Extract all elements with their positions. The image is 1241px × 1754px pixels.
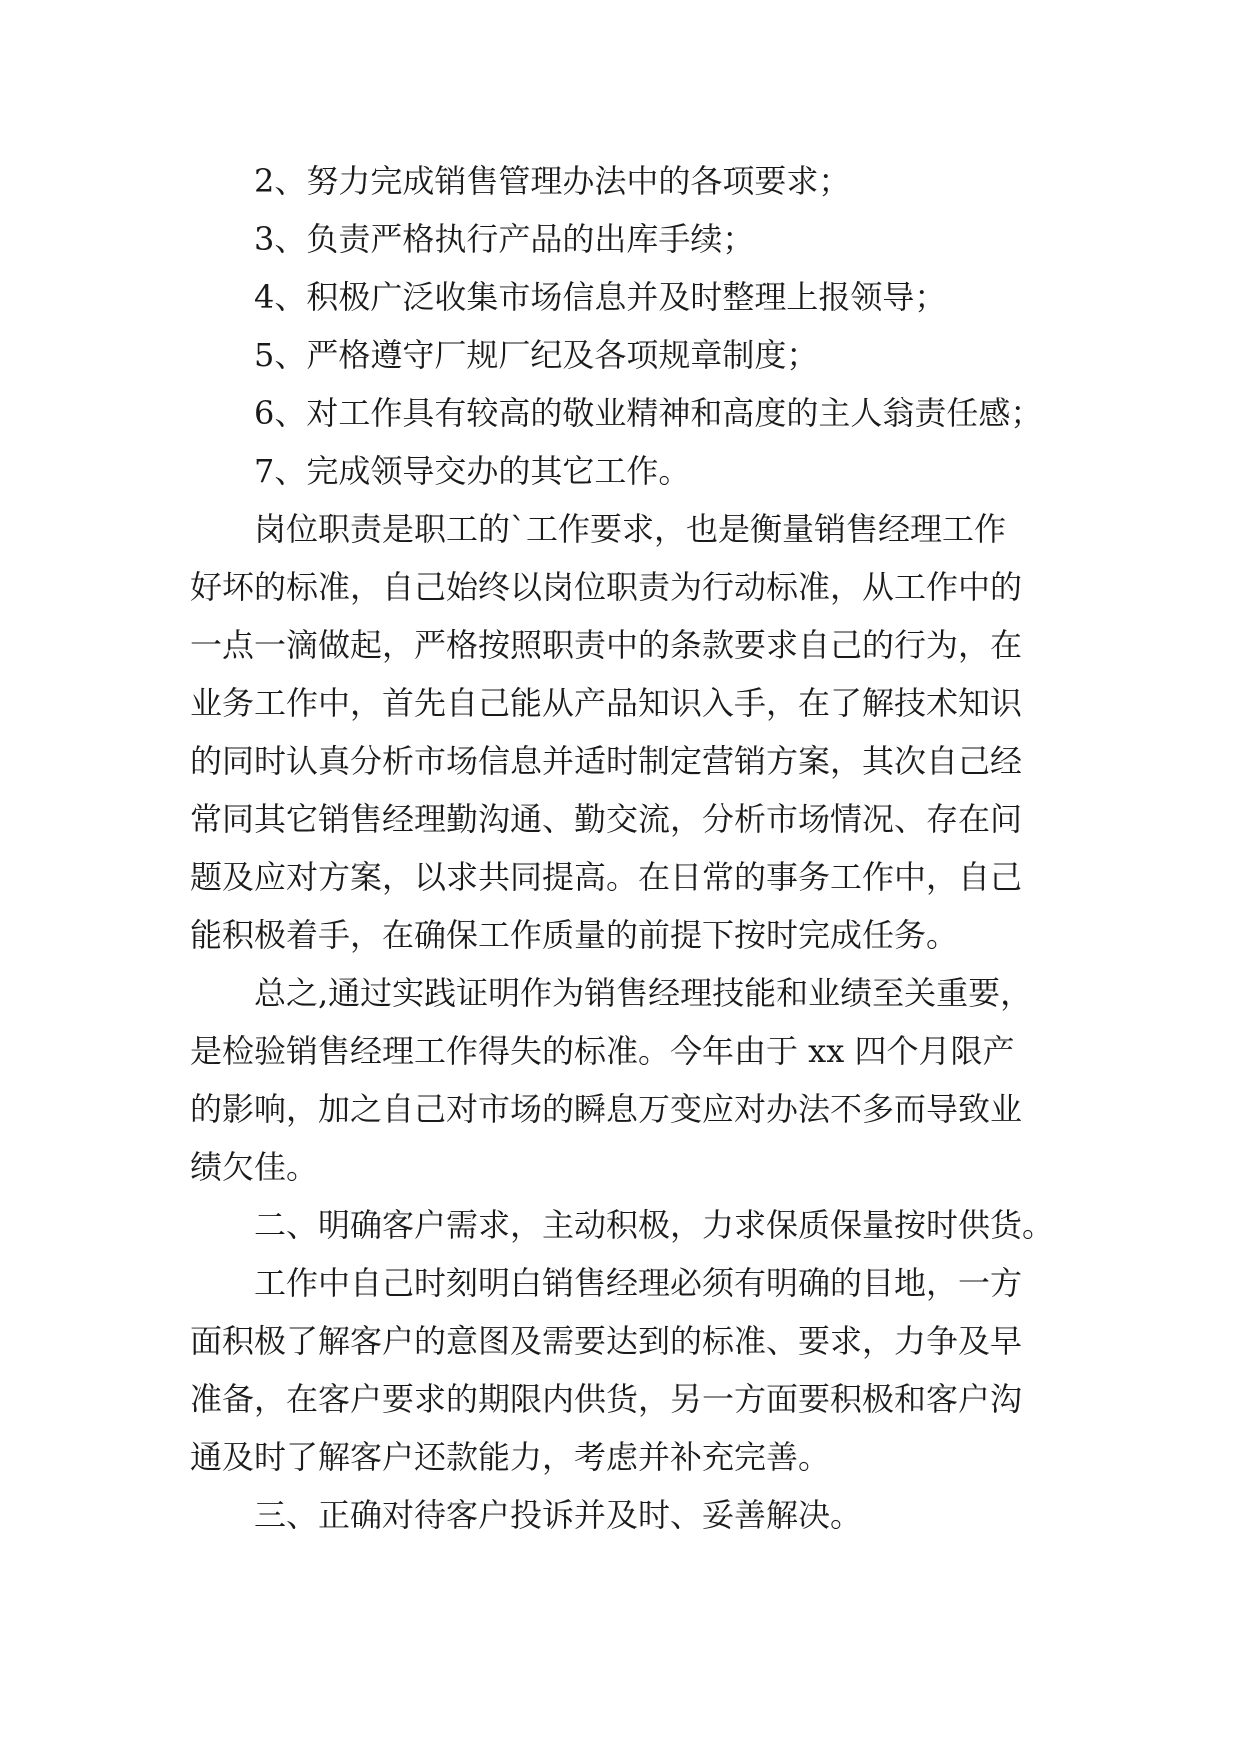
paragraph-line: 是检验销售经理工作得失的标准。今年由于 xx 四个月限产 xyxy=(190,1032,1015,1070)
paragraph-line: 工作中自己时刻明白销售经理必须有明确的目地，一方 xyxy=(254,1264,1023,1302)
paragraph-line: 准备，在客户要求的期限内供货，另一方面要积极和客户沟 xyxy=(190,1380,1023,1418)
paragraph-line: 总之,通过实践证明作为销售经理技能和业绩至关重要， xyxy=(254,974,1033,1012)
document-body xyxy=(190,152,1055,1544)
paragraph-line: 面积极了解客户的意图及需要达到的标准、要求，力争及早 xyxy=(190,1322,1023,1360)
list-item-7: 7、完成领导交办的其它工作。 xyxy=(254,452,691,490)
paragraph-line: 绩欠佳。 xyxy=(190,1148,319,1186)
paragraph-line: 的影响，加之自己对市场的瞬息万变应对办法不多而导致业 xyxy=(190,1090,1023,1128)
paragraph-line: 好坏的标准，自己始终以岗位职责为行动标准，从工作中的 xyxy=(190,568,1023,606)
paragraph-line: 岗位职责是职工的`工作要求，也是衡量销售经理工作 xyxy=(254,510,1007,548)
paragraph-line: 的同时认真分析市场信息并适时制定营销方案，其次自己经 xyxy=(190,742,1023,780)
section-heading: 二、明确客户需求，主动积极，力求保质保量按时供货。 xyxy=(254,1206,1055,1244)
paragraph-line: 能积极着手，在确保工作质量的前提下按时完成任务。 xyxy=(190,916,959,954)
paragraph-line: 通及时了解客户还款能力，考虑并补充完善。 xyxy=(190,1438,831,1476)
paragraph-line: 题及应对方案，以求共同提高。在日常的事务工作中，自己 xyxy=(190,858,1023,896)
list-item-6: 6、对工作具有较高的敬业精神和高度的主人翁责任感； xyxy=(254,394,1043,432)
paragraph-line: 常同其它销售经理勤沟通、勤交流，分析市场情况、存在问 xyxy=(190,800,1023,838)
list-item-3: 3、负责严格执行产品的出库手续； xyxy=(254,220,755,258)
section-heading: 三、正确对待客户投诉并及时、妥善解决。 xyxy=(254,1496,863,1534)
list-item-4: 4、积极广泛收集市场信息并及时整理上报领导； xyxy=(254,278,947,316)
list-item-2: 2、努力完成销售管理办法中的各项要求； xyxy=(254,162,851,200)
paragraph-line: 业务工作中，首先自己能从产品知识入手，在了解技术知识 xyxy=(190,684,1023,722)
list-item-5: 5、严格遵守厂规厂纪及各项规章制度； xyxy=(254,336,819,374)
paragraph-line: 一点一滴做起，严格按照职责中的条款要求自己的行为，在 xyxy=(190,626,1023,664)
